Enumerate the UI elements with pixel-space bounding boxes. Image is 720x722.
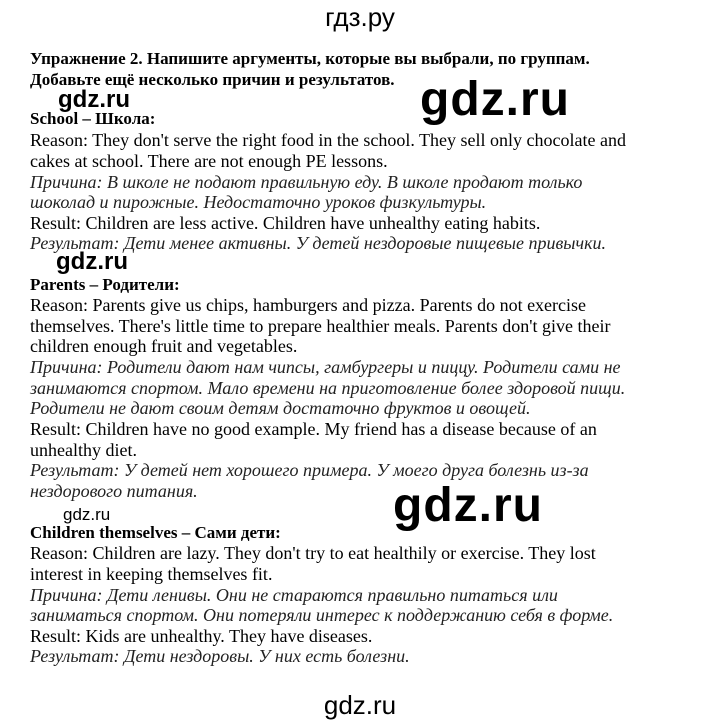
text-line-translation: шоколад и пирожные. Недостаточно уроков физкультуры.	[30, 192, 487, 212]
text-line: Reason: Children are lazy. They don't try to eat healthily or exercise. They lost	[30, 543, 596, 563]
text-line: interest in keeping themselves fit.	[30, 564, 273, 584]
watermark: gdz.ru	[420, 73, 570, 126]
text-line-translation: Результат: У детей нет хорошего примера. У моего друга болезнь из-за	[30, 460, 589, 480]
watermark: gdz.ru	[63, 505, 111, 524]
watermark: gdz.ru	[393, 479, 543, 532]
text-line: Reason: They don't serve the right food in the school. They sell only chocolate and	[30, 130, 626, 150]
text-line-translation: заниматься спортом. Они потеряли интерес к поддержанию себя в форме.	[30, 605, 614, 625]
text-line: Reason: Parents give us chips, hamburgers and pizza. Parents do not exercise	[30, 295, 587, 315]
text-line-translation: Родители не дают своим детям достаточно фруктов и овощей.	[30, 398, 531, 418]
text-line-translation: Причина: Родители дают нам чипсы, гамбургеры и пиццу. Родители сами не	[30, 357, 621, 377]
watermark: gdz.ru	[56, 248, 128, 275]
watermark: gdz.ru	[58, 86, 130, 113]
task-line-1: Упражнение 2. Напишите аргументы, которые вы выбрали, по группам.	[30, 49, 590, 68]
text-line: Result: Children have no good example. My friend has a disease because of an	[30, 419, 597, 439]
text-line-translation: Причина: В школе не подают правильную еду. В школе продают только	[30, 172, 583, 192]
section-heading-children: Children themselves – Сами дети:	[30, 523, 281, 542]
text-line: unhealthy diet.	[30, 440, 137, 460]
section-heading-parents: Parents – Родители:	[30, 275, 180, 294]
task-line-2: Добавьте ещё несколько причин и результатов.	[30, 70, 395, 89]
text-line-translation: Причина: Дети ленивы. Они не стараются правильно питаться или	[30, 585, 558, 605]
text-line: Result: Children are less active. Children have unhealthy eating habits.	[30, 213, 541, 233]
section-heading-school: School – Школа:	[30, 109, 156, 128]
text-line: cakes at school. There are not enough PE lessons.	[30, 151, 388, 171]
text-line: themselves. There's little time to prepare healthier meals. Parents don't give their	[30, 316, 611, 336]
site-title: гдз.ру	[325, 2, 395, 32]
text-line: Result: Kids are unhealthy. They have diseases.	[30, 626, 373, 646]
text-line-translation: нездорового питания.	[30, 481, 198, 501]
text-line: children enough fruit and vegetables.	[30, 336, 298, 356]
text-line-translation: Результат: Дети нездоровы. У них есть болезни.	[30, 646, 410, 666]
text-line-translation: занимаются спортом. Мало времени на приготовление более здоровой пищи.	[30, 378, 626, 398]
text-line-translation: Результат: Дети менее активны. У детей нездоровые пищевые привычки.	[30, 233, 606, 253]
footer-site: gdz.ru	[323, 690, 397, 720]
